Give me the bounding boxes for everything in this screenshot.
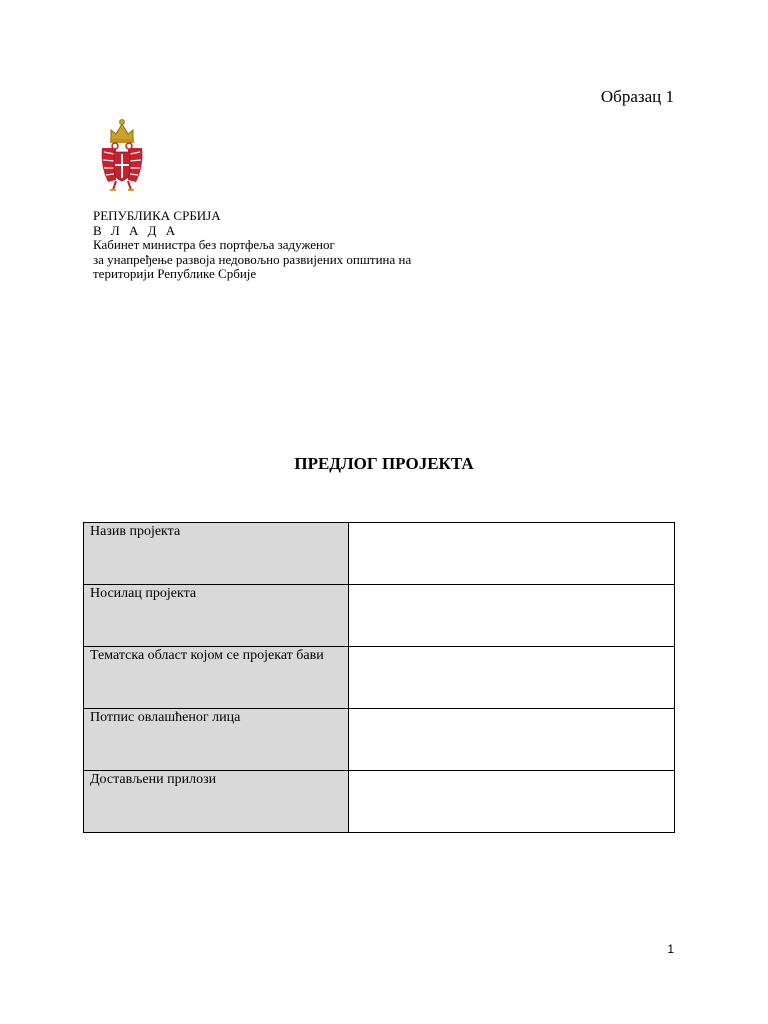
issuer-header (93, 209, 411, 282)
row-label-project-name (84, 523, 349, 585)
row-label-text: Потпис овлашћеног лица (90, 710, 241, 725)
project-holder-field[interactable] (349, 585, 675, 647)
project-name-field[interactable] (349, 523, 675, 585)
row-label-authorized-signature (84, 709, 349, 771)
row-label-text: Носилац пројекта (90, 586, 197, 601)
row-label-text: Назив пројекта (90, 524, 181, 539)
row-label-thematic-area (84, 647, 349, 709)
table-row (84, 647, 675, 709)
table-row (84, 709, 675, 771)
attachments-field[interactable] (349, 771, 675, 833)
table-row (84, 771, 675, 833)
form-number-label: Образац 1 (600, 87, 674, 106)
row-label-text: Тематска област којом се пројекат бави (90, 648, 324, 663)
table-row (84, 585, 675, 647)
government-name: В Л А Д А (93, 222, 179, 238)
serbian-coat-of-arms-icon (98, 118, 146, 198)
table-row (84, 523, 675, 585)
authorized-signature-field[interactable] (349, 709, 675, 771)
thematic-area-field[interactable] (349, 647, 675, 709)
document-title: ПРЕДЛОГ ПРОЈЕКТА (294, 454, 474, 473)
project-proposal-table (83, 522, 675, 833)
row-label-attachments (84, 771, 349, 833)
office-name-line-2: за унапређење развоја недовољно развијених општина на (93, 251, 412, 267)
row-label-text: Достављени прилози (90, 772, 217, 787)
page-number: 1 (667, 942, 674, 956)
row-label-project-holder (84, 585, 349, 647)
office-name-line-3: територији Републике Србије (93, 266, 257, 281)
office-name-line-1: Кабинет министра без портфеља задуженог (93, 237, 335, 252)
country-name: РЕПУБЛИКА СРБИЈА (93, 208, 221, 223)
